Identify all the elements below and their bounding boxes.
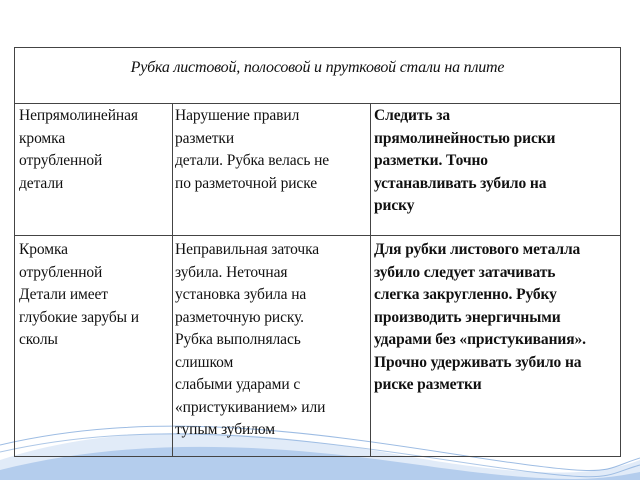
row2-cause-cell: Неправильная заточка зубила. Неточная установка зубила на разметочную риску. Рубка выполнялась слишком слабыми ударами с «пристукиванием» или тупым зубилом	[175, 241, 326, 438]
row1-cause-cell: Нарушение правил разметки детали. Рубка велась не по разметочной риске	[175, 107, 330, 192]
row-divider	[15, 235, 620, 236]
row1-defect-cell: Непрямолинейная кромка отрубленной детали	[19, 107, 138, 192]
column-divider	[172, 103, 173, 456]
table-title: Рубка листовой, полосовой и прутковой стали на плите	[130, 59, 505, 76]
row2-defect-cell: Кромка отрубленной Детали имеет глубокие зарубы и сколы	[19, 241, 139, 348]
defects-table	[14, 47, 621, 457]
row2-remedy-cell: Для рубки листового металла зубило следует затачивать слегка закругленно. Рубку производить энергичными ударами без «пристукивания». Прочно удерживать зубило на риске разметки	[374, 241, 586, 393]
table-header-row	[15, 48, 620, 104]
column-divider	[370, 103, 371, 456]
row1-remedy-cell: Следить за прямолинейностью риски разметки. Точно устанавливать зубило на риску	[374, 107, 556, 214]
